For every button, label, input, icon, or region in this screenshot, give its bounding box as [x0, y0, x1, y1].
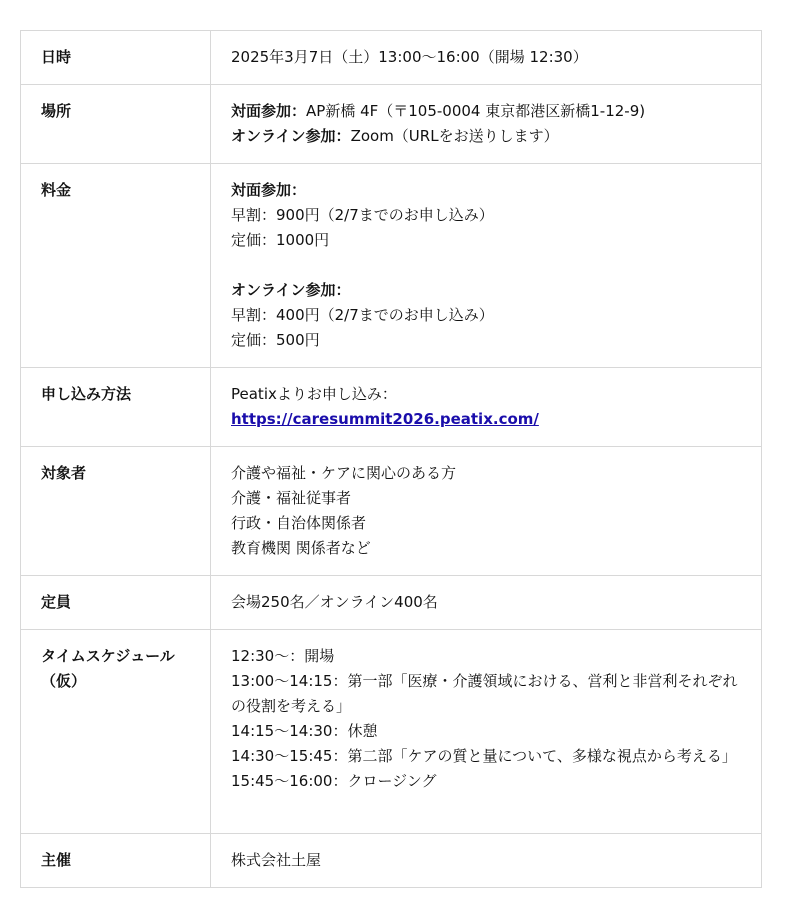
row-value-datetime [211, 31, 762, 85]
row-value-capacity [211, 576, 762, 630]
schedule-item: 15:45〜16:00：クロージング [231, 772, 437, 790]
venue-inperson-value: AP新橋 4F（〒105-0004 東京都港区新橋1-12-9) [306, 102, 646, 120]
row-label-schedule [21, 630, 211, 834]
schedule-label-line1: タイムスケジュール [41, 647, 175, 665]
audience-item: 行政・自治体関係者 [231, 514, 367, 532]
table-row-fee [21, 164, 762, 368]
organizer-text: 株式会社土屋 [231, 851, 322, 869]
venue-online-line [231, 124, 741, 149]
venue-online-value: Zoom（URLをお送りします） [350, 127, 559, 145]
venue-inperson-line [231, 99, 741, 124]
application-link[interactable]: https://caresummit2026.peatix.com/ [231, 410, 539, 428]
table-row-datetime [21, 31, 762, 85]
row-value-fee [211, 164, 762, 368]
row-label-organizer: 主催 [21, 834, 211, 888]
table-row-venue [21, 85, 762, 164]
fee-spacer [231, 253, 741, 278]
schedule-item: 14:15〜14:30：休憩 [231, 722, 378, 740]
row-label-application: 申し込み方法 [21, 368, 211, 447]
row-label-venue: 場所 [21, 85, 211, 164]
fee-inperson-early: 早割：900円（2/7までのお申し込み） [231, 206, 494, 224]
venue-inperson-label: 対面参加： [231, 102, 307, 120]
row-label-audience: 対象者 [21, 447, 211, 576]
schedule-item: 13:00〜14:15：第一部「医療・介護領域における、営利と非営利それぞれの役割を考える」 [231, 672, 738, 715]
row-value-organizer [211, 834, 762, 888]
venue-online-label: オンライン参加： [231, 127, 351, 145]
table-row-organizer [21, 834, 762, 888]
datetime-text: 2025年3月7日（土）13:00〜16:00（開場 12:30） [231, 48, 588, 66]
audience-item: 介護や福祉・ケアに関心のある方 [231, 464, 457, 482]
fee-inperson-regular: 定価：1000円 [231, 231, 330, 249]
capacity-text: 会場250名／オンライン400名 [231, 593, 438, 611]
row-label-datetime: 日時 [21, 31, 211, 85]
table-row-capacity [21, 576, 762, 630]
schedule-item: 12:30〜：開場 [231, 647, 335, 665]
fee-inperson-heading: 対面参加： [231, 181, 307, 199]
table-row-schedule [21, 630, 762, 834]
row-value-audience [211, 447, 762, 576]
row-value-schedule [211, 630, 762, 834]
row-value-application [211, 368, 762, 447]
fee-online-regular: 定価：500円 [231, 331, 320, 349]
audience-item: 介護・福祉従事者 [231, 489, 352, 507]
audience-item: 教育機関 関係者など [231, 539, 371, 557]
table-row-audience [21, 447, 762, 576]
fee-online-early: 早割：400円（2/7までのお申し込み） [231, 306, 494, 324]
row-label-fee: 料金 [21, 164, 211, 368]
table-row-application [21, 368, 762, 447]
fee-online-heading: オンライン参加： [231, 281, 351, 299]
schedule-label-line2: （仮） [41, 672, 87, 690]
row-value-venue [211, 85, 762, 164]
row-label-capacity: 定員 [21, 576, 211, 630]
schedule-item: 14:30〜15:45：第二部「ケアの質と量について、多様な視点から考える」 [231, 747, 737, 765]
application-text: Peatixよりお申し込み： [231, 385, 397, 403]
event-info-table [20, 30, 762, 888]
